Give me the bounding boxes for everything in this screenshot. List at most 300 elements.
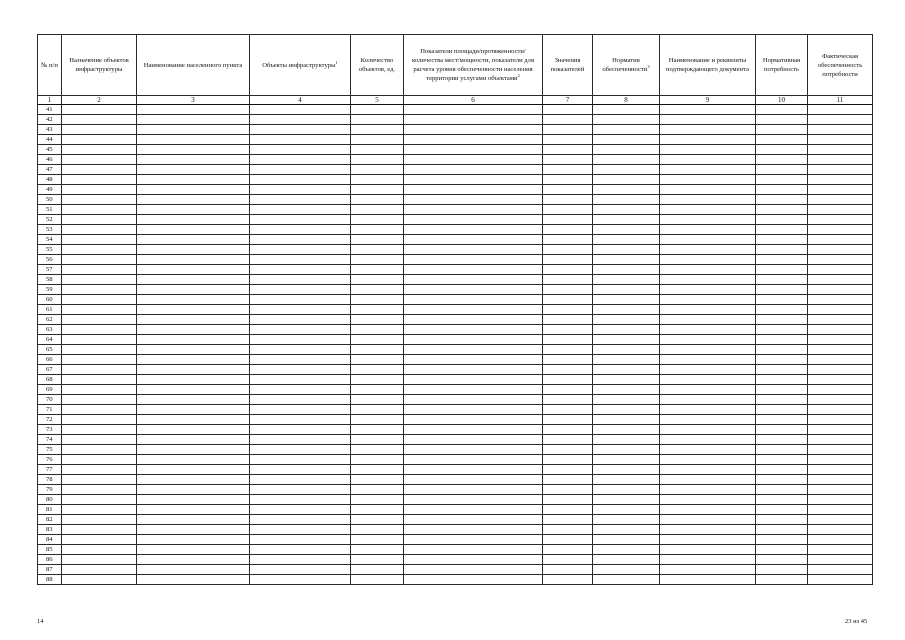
table-cell[interactable] — [808, 305, 873, 315]
table-cell[interactable] — [543, 565, 593, 575]
table-cell[interactable] — [543, 245, 593, 255]
table-cell[interactable] — [593, 265, 660, 275]
table-cell[interactable] — [660, 465, 756, 475]
table-cell[interactable] — [250, 455, 351, 465]
table-cell[interactable] — [660, 315, 756, 325]
table-cell[interactable] — [351, 505, 404, 515]
table-cell[interactable] — [593, 405, 660, 415]
table-cell[interactable] — [593, 545, 660, 555]
table-cell[interactable] — [660, 125, 756, 135]
table-cell[interactable] — [593, 275, 660, 285]
table-cell[interactable] — [756, 455, 808, 465]
table-cell[interactable] — [351, 495, 404, 505]
table-cell[interactable] — [351, 135, 404, 145]
table-cell[interactable] — [593, 255, 660, 265]
table-cell[interactable] — [62, 395, 137, 405]
table-cell[interactable] — [808, 145, 873, 155]
table-cell[interactable] — [351, 325, 404, 335]
table-cell[interactable] — [404, 505, 543, 515]
table-cell[interactable] — [250, 375, 351, 385]
table-cell[interactable] — [756, 145, 808, 155]
table-cell[interactable] — [543, 455, 593, 465]
table-cell[interactable] — [593, 215, 660, 225]
table-cell[interactable] — [808, 285, 873, 295]
table-cell[interactable] — [137, 105, 250, 115]
table-cell[interactable] — [404, 495, 543, 505]
table-cell[interactable] — [137, 515, 250, 525]
table-cell[interactable] — [756, 445, 808, 455]
table-cell[interactable] — [250, 175, 351, 185]
table-cell[interactable] — [543, 145, 593, 155]
table-cell[interactable] — [351, 455, 404, 465]
table-cell[interactable] — [808, 235, 873, 245]
table-cell[interactable] — [593, 335, 660, 345]
table-cell[interactable] — [137, 295, 250, 305]
table-cell[interactable] — [543, 375, 593, 385]
table-cell[interactable] — [593, 445, 660, 455]
table-cell[interactable] — [593, 135, 660, 145]
table-cell[interactable] — [808, 265, 873, 275]
table-cell[interactable] — [62, 505, 137, 515]
table-cell[interactable] — [250, 225, 351, 235]
table-cell[interactable] — [62, 525, 137, 535]
table-cell[interactable] — [756, 205, 808, 215]
table-cell[interactable] — [593, 105, 660, 115]
table-cell[interactable] — [808, 455, 873, 465]
table-cell[interactable] — [62, 165, 137, 175]
table-cell[interactable] — [137, 535, 250, 545]
table-cell[interactable] — [593, 355, 660, 365]
table-cell[interactable] — [543, 415, 593, 425]
table-cell[interactable] — [593, 525, 660, 535]
table-cell[interactable] — [62, 275, 137, 285]
table-cell[interactable] — [250, 405, 351, 415]
table-cell[interactable] — [660, 345, 756, 355]
table-cell[interactable] — [543, 215, 593, 225]
table-cell[interactable] — [250, 425, 351, 435]
table-cell[interactable] — [808, 445, 873, 455]
table-cell[interactable] — [351, 435, 404, 445]
table-cell[interactable] — [593, 495, 660, 505]
table-cell[interactable] — [137, 525, 250, 535]
table-cell[interactable] — [351, 575, 404, 585]
table-cell[interactable] — [404, 475, 543, 485]
table-cell[interactable] — [137, 125, 250, 135]
table-cell[interactable] — [593, 395, 660, 405]
table-cell[interactable] — [543, 255, 593, 265]
table-cell[interactable] — [543, 175, 593, 185]
table-cell[interactable] — [660, 305, 756, 315]
table-cell[interactable] — [137, 225, 250, 235]
table-cell[interactable] — [404, 465, 543, 475]
table-cell[interactable] — [351, 535, 404, 545]
table-cell[interactable] — [808, 435, 873, 445]
table-cell[interactable] — [351, 305, 404, 315]
table-cell[interactable] — [543, 575, 593, 585]
table-cell[interactable] — [137, 135, 250, 145]
table-cell[interactable] — [62, 285, 137, 295]
table-cell[interactable] — [404, 555, 543, 565]
table-cell[interactable] — [351, 165, 404, 175]
table-cell[interactable] — [756, 195, 808, 205]
table-cell[interactable] — [660, 575, 756, 585]
table-cell[interactable] — [62, 355, 137, 365]
table-cell[interactable] — [62, 385, 137, 395]
table-cell[interactable] — [137, 485, 250, 495]
table-cell[interactable] — [351, 405, 404, 415]
table-cell[interactable] — [137, 575, 250, 585]
table-cell[interactable] — [756, 515, 808, 525]
table-cell[interactable] — [593, 375, 660, 385]
table-cell[interactable] — [756, 125, 808, 135]
table-cell[interactable] — [62, 435, 137, 445]
table-cell[interactable] — [543, 265, 593, 275]
table-cell[interactable] — [404, 305, 543, 315]
table-cell[interactable] — [250, 525, 351, 535]
table-cell[interactable] — [62, 115, 137, 125]
table-cell[interactable] — [351, 195, 404, 205]
table-cell[interactable] — [404, 285, 543, 295]
table-cell[interactable] — [593, 305, 660, 315]
table-cell[interactable] — [250, 245, 351, 255]
table-cell[interactable] — [351, 235, 404, 245]
table-cell[interactable] — [351, 465, 404, 475]
table-cell[interactable] — [62, 315, 137, 325]
table-cell[interactable] — [137, 215, 250, 225]
table-cell[interactable] — [137, 145, 250, 155]
table-cell[interactable] — [250, 135, 351, 145]
table-cell[interactable] — [137, 165, 250, 175]
table-cell[interactable] — [404, 225, 543, 235]
table-cell[interactable] — [756, 225, 808, 235]
table-cell[interactable] — [660, 255, 756, 265]
table-cell[interactable] — [756, 435, 808, 445]
table-cell[interactable] — [250, 335, 351, 345]
table-cell[interactable] — [62, 465, 137, 475]
table-cell[interactable] — [250, 255, 351, 265]
table-cell[interactable] — [660, 135, 756, 145]
table-cell[interactable] — [404, 295, 543, 305]
table-cell[interactable] — [756, 235, 808, 245]
table-cell[interactable] — [543, 195, 593, 205]
table-cell[interactable] — [351, 525, 404, 535]
table-cell[interactable] — [137, 465, 250, 475]
table-cell[interactable] — [62, 425, 137, 435]
table-cell[interactable] — [543, 105, 593, 115]
table-cell[interactable] — [808, 465, 873, 475]
table-cell[interactable] — [808, 395, 873, 405]
table-cell[interactable] — [808, 525, 873, 535]
table-cell[interactable] — [593, 325, 660, 335]
table-cell[interactable] — [250, 215, 351, 225]
table-cell[interactable] — [250, 125, 351, 135]
table-cell[interactable] — [756, 495, 808, 505]
table-cell[interactable] — [62, 305, 137, 315]
table-cell[interactable] — [62, 445, 137, 455]
table-cell[interactable] — [808, 195, 873, 205]
table-cell[interactable] — [593, 175, 660, 185]
table-cell[interactable] — [660, 225, 756, 235]
table-cell[interactable] — [137, 255, 250, 265]
table-cell[interactable] — [660, 205, 756, 215]
table-cell[interactable] — [808, 105, 873, 115]
table-cell[interactable] — [250, 395, 351, 405]
table-cell[interactable] — [808, 415, 873, 425]
table-cell[interactable] — [756, 165, 808, 175]
table-cell[interactable] — [62, 245, 137, 255]
table-cell[interactable] — [137, 355, 250, 365]
table-cell[interactable] — [62, 185, 137, 195]
table-cell[interactable] — [808, 135, 873, 145]
table-cell[interactable] — [593, 145, 660, 155]
table-cell[interactable] — [351, 515, 404, 525]
table-cell[interactable] — [404, 575, 543, 585]
table-cell[interactable] — [756, 575, 808, 585]
table-cell[interactable] — [660, 425, 756, 435]
table-cell[interactable] — [62, 325, 137, 335]
table-cell[interactable] — [404, 265, 543, 275]
table-cell[interactable] — [404, 435, 543, 445]
table-cell[interactable] — [808, 365, 873, 375]
table-cell[interactable] — [660, 515, 756, 525]
table-cell[interactable] — [250, 365, 351, 375]
table-cell[interactable] — [660, 495, 756, 505]
table-cell[interactable] — [660, 155, 756, 165]
table-cell[interactable] — [137, 435, 250, 445]
table-cell[interactable] — [137, 115, 250, 125]
table-cell[interactable] — [62, 515, 137, 525]
table-cell[interactable] — [404, 255, 543, 265]
table-cell[interactable] — [543, 475, 593, 485]
table-cell[interactable] — [756, 135, 808, 145]
table-cell[interactable] — [808, 475, 873, 485]
table-cell[interactable] — [137, 425, 250, 435]
table-cell[interactable] — [660, 145, 756, 155]
table-cell[interactable] — [660, 365, 756, 375]
table-cell[interactable] — [660, 505, 756, 515]
table-cell[interactable] — [593, 515, 660, 525]
table-cell[interactable] — [660, 215, 756, 225]
table-cell[interactable] — [543, 205, 593, 215]
table-cell[interactable] — [808, 255, 873, 265]
table-cell[interactable] — [351, 255, 404, 265]
table-cell[interactable] — [543, 125, 593, 135]
table-cell[interactable] — [137, 195, 250, 205]
table-cell[interactable] — [660, 295, 756, 305]
table-cell[interactable] — [543, 285, 593, 295]
table-cell[interactable] — [250, 195, 351, 205]
table-cell[interactable] — [250, 205, 351, 215]
table-cell[interactable] — [62, 235, 137, 245]
table-cell[interactable] — [62, 415, 137, 425]
table-cell[interactable] — [351, 315, 404, 325]
table-cell[interactable] — [250, 115, 351, 125]
table-cell[interactable] — [543, 315, 593, 325]
table-cell[interactable] — [660, 485, 756, 495]
table-cell[interactable] — [404, 165, 543, 175]
table-cell[interactable] — [62, 265, 137, 275]
table-cell[interactable] — [660, 245, 756, 255]
table-cell[interactable] — [593, 475, 660, 485]
table-cell[interactable] — [62, 565, 137, 575]
table-cell[interactable] — [543, 115, 593, 125]
table-cell[interactable] — [756, 335, 808, 345]
table-cell[interactable] — [756, 265, 808, 275]
table-cell[interactable] — [593, 165, 660, 175]
table-cell[interactable] — [137, 565, 250, 575]
table-cell[interactable] — [660, 335, 756, 345]
table-cell[interactable] — [593, 235, 660, 245]
table-cell[interactable] — [351, 425, 404, 435]
table-cell[interactable] — [543, 405, 593, 415]
table-cell[interactable] — [137, 245, 250, 255]
table-cell[interactable] — [137, 235, 250, 245]
table-cell[interactable] — [808, 545, 873, 555]
table-cell[interactable] — [137, 385, 250, 395]
table-cell[interactable] — [250, 545, 351, 555]
table-cell[interactable] — [593, 205, 660, 215]
table-cell[interactable] — [593, 345, 660, 355]
table-cell[interactable] — [62, 335, 137, 345]
table-cell[interactable] — [593, 155, 660, 165]
table-cell[interactable] — [593, 295, 660, 305]
table-cell[interactable] — [808, 175, 873, 185]
table-cell[interactable] — [250, 475, 351, 485]
table-cell[interactable] — [543, 485, 593, 495]
table-cell[interactable] — [137, 415, 250, 425]
table-cell[interactable] — [351, 375, 404, 385]
table-cell[interactable] — [756, 115, 808, 125]
table-cell[interactable] — [62, 475, 137, 485]
table-cell[interactable] — [756, 395, 808, 405]
table-cell[interactable] — [250, 515, 351, 525]
table-cell[interactable] — [351, 245, 404, 255]
table-cell[interactable] — [404, 355, 543, 365]
table-cell[interactable] — [62, 555, 137, 565]
table-cell[interactable] — [756, 315, 808, 325]
table-cell[interactable] — [404, 415, 543, 425]
table-cell[interactable] — [250, 385, 351, 395]
table-cell[interactable] — [543, 275, 593, 285]
table-cell[interactable] — [250, 305, 351, 315]
table-cell[interactable] — [756, 415, 808, 425]
table-cell[interactable] — [404, 445, 543, 455]
table-cell[interactable] — [137, 185, 250, 195]
table-cell[interactable] — [808, 185, 873, 195]
table-cell[interactable] — [351, 285, 404, 295]
table-cell[interactable] — [593, 385, 660, 395]
table-cell[interactable] — [543, 185, 593, 195]
table-cell[interactable] — [543, 325, 593, 335]
table-cell[interactable] — [351, 155, 404, 165]
table-cell[interactable] — [660, 435, 756, 445]
table-cell[interactable] — [351, 485, 404, 495]
table-cell[interactable] — [660, 275, 756, 285]
table-cell[interactable] — [137, 265, 250, 275]
table-cell[interactable] — [137, 365, 250, 375]
table-cell[interactable] — [62, 195, 137, 205]
table-cell[interactable] — [756, 565, 808, 575]
table-cell[interactable] — [250, 355, 351, 365]
table-cell[interactable] — [62, 345, 137, 355]
table-cell[interactable] — [808, 205, 873, 215]
table-cell[interactable] — [756, 185, 808, 195]
table-cell[interactable] — [351, 445, 404, 455]
table-cell[interactable] — [660, 555, 756, 565]
table-cell[interactable] — [756, 385, 808, 395]
table-cell[interactable] — [404, 205, 543, 215]
table-cell[interactable] — [351, 335, 404, 345]
table-cell[interactable] — [543, 495, 593, 505]
table-cell[interactable] — [62, 155, 137, 165]
table-cell[interactable] — [808, 225, 873, 235]
table-cell[interactable] — [593, 455, 660, 465]
table-cell[interactable] — [404, 115, 543, 125]
table-cell[interactable] — [593, 185, 660, 195]
table-cell[interactable] — [250, 145, 351, 155]
table-cell[interactable] — [250, 435, 351, 445]
table-cell[interactable] — [756, 255, 808, 265]
table-cell[interactable] — [404, 135, 543, 145]
table-cell[interactable] — [593, 565, 660, 575]
table-cell[interactable] — [756, 465, 808, 475]
table-cell[interactable] — [808, 345, 873, 355]
table-cell[interactable] — [543, 535, 593, 545]
table-cell[interactable] — [62, 145, 137, 155]
table-cell[interactable] — [62, 535, 137, 545]
table-cell[interactable] — [543, 225, 593, 235]
table-cell[interactable] — [756, 275, 808, 285]
table-cell[interactable] — [137, 545, 250, 555]
table-cell[interactable] — [660, 165, 756, 175]
table-cell[interactable] — [543, 355, 593, 365]
table-cell[interactable] — [660, 455, 756, 465]
table-cell[interactable] — [250, 575, 351, 585]
table-cell[interactable] — [756, 325, 808, 335]
table-cell[interactable] — [756, 485, 808, 495]
table-cell[interactable] — [250, 535, 351, 545]
table-cell[interactable] — [250, 285, 351, 295]
table-cell[interactable] — [660, 415, 756, 425]
table-cell[interactable] — [593, 245, 660, 255]
table-cell[interactable] — [351, 295, 404, 305]
table-cell[interactable] — [62, 225, 137, 235]
table-cell[interactable] — [250, 265, 351, 275]
table-cell[interactable] — [137, 205, 250, 215]
table-cell[interactable] — [250, 505, 351, 515]
table-cell[interactable] — [250, 415, 351, 425]
table-cell[interactable] — [543, 445, 593, 455]
table-cell[interactable] — [62, 485, 137, 495]
table-cell[interactable] — [593, 555, 660, 565]
table-cell[interactable] — [660, 475, 756, 485]
table-cell[interactable] — [660, 235, 756, 245]
table-cell[interactable] — [351, 205, 404, 215]
table-cell[interactable] — [137, 315, 250, 325]
table-cell[interactable] — [756, 105, 808, 115]
table-cell[interactable] — [137, 475, 250, 485]
table-cell[interactable] — [404, 385, 543, 395]
table-cell[interactable] — [137, 445, 250, 455]
table-cell[interactable] — [351, 145, 404, 155]
table-cell[interactable] — [808, 385, 873, 395]
table-cell[interactable] — [137, 155, 250, 165]
table-cell[interactable] — [756, 295, 808, 305]
table-cell[interactable] — [351, 385, 404, 395]
table-cell[interactable] — [543, 135, 593, 145]
table-cell[interactable] — [756, 305, 808, 315]
table-cell[interactable] — [808, 515, 873, 525]
